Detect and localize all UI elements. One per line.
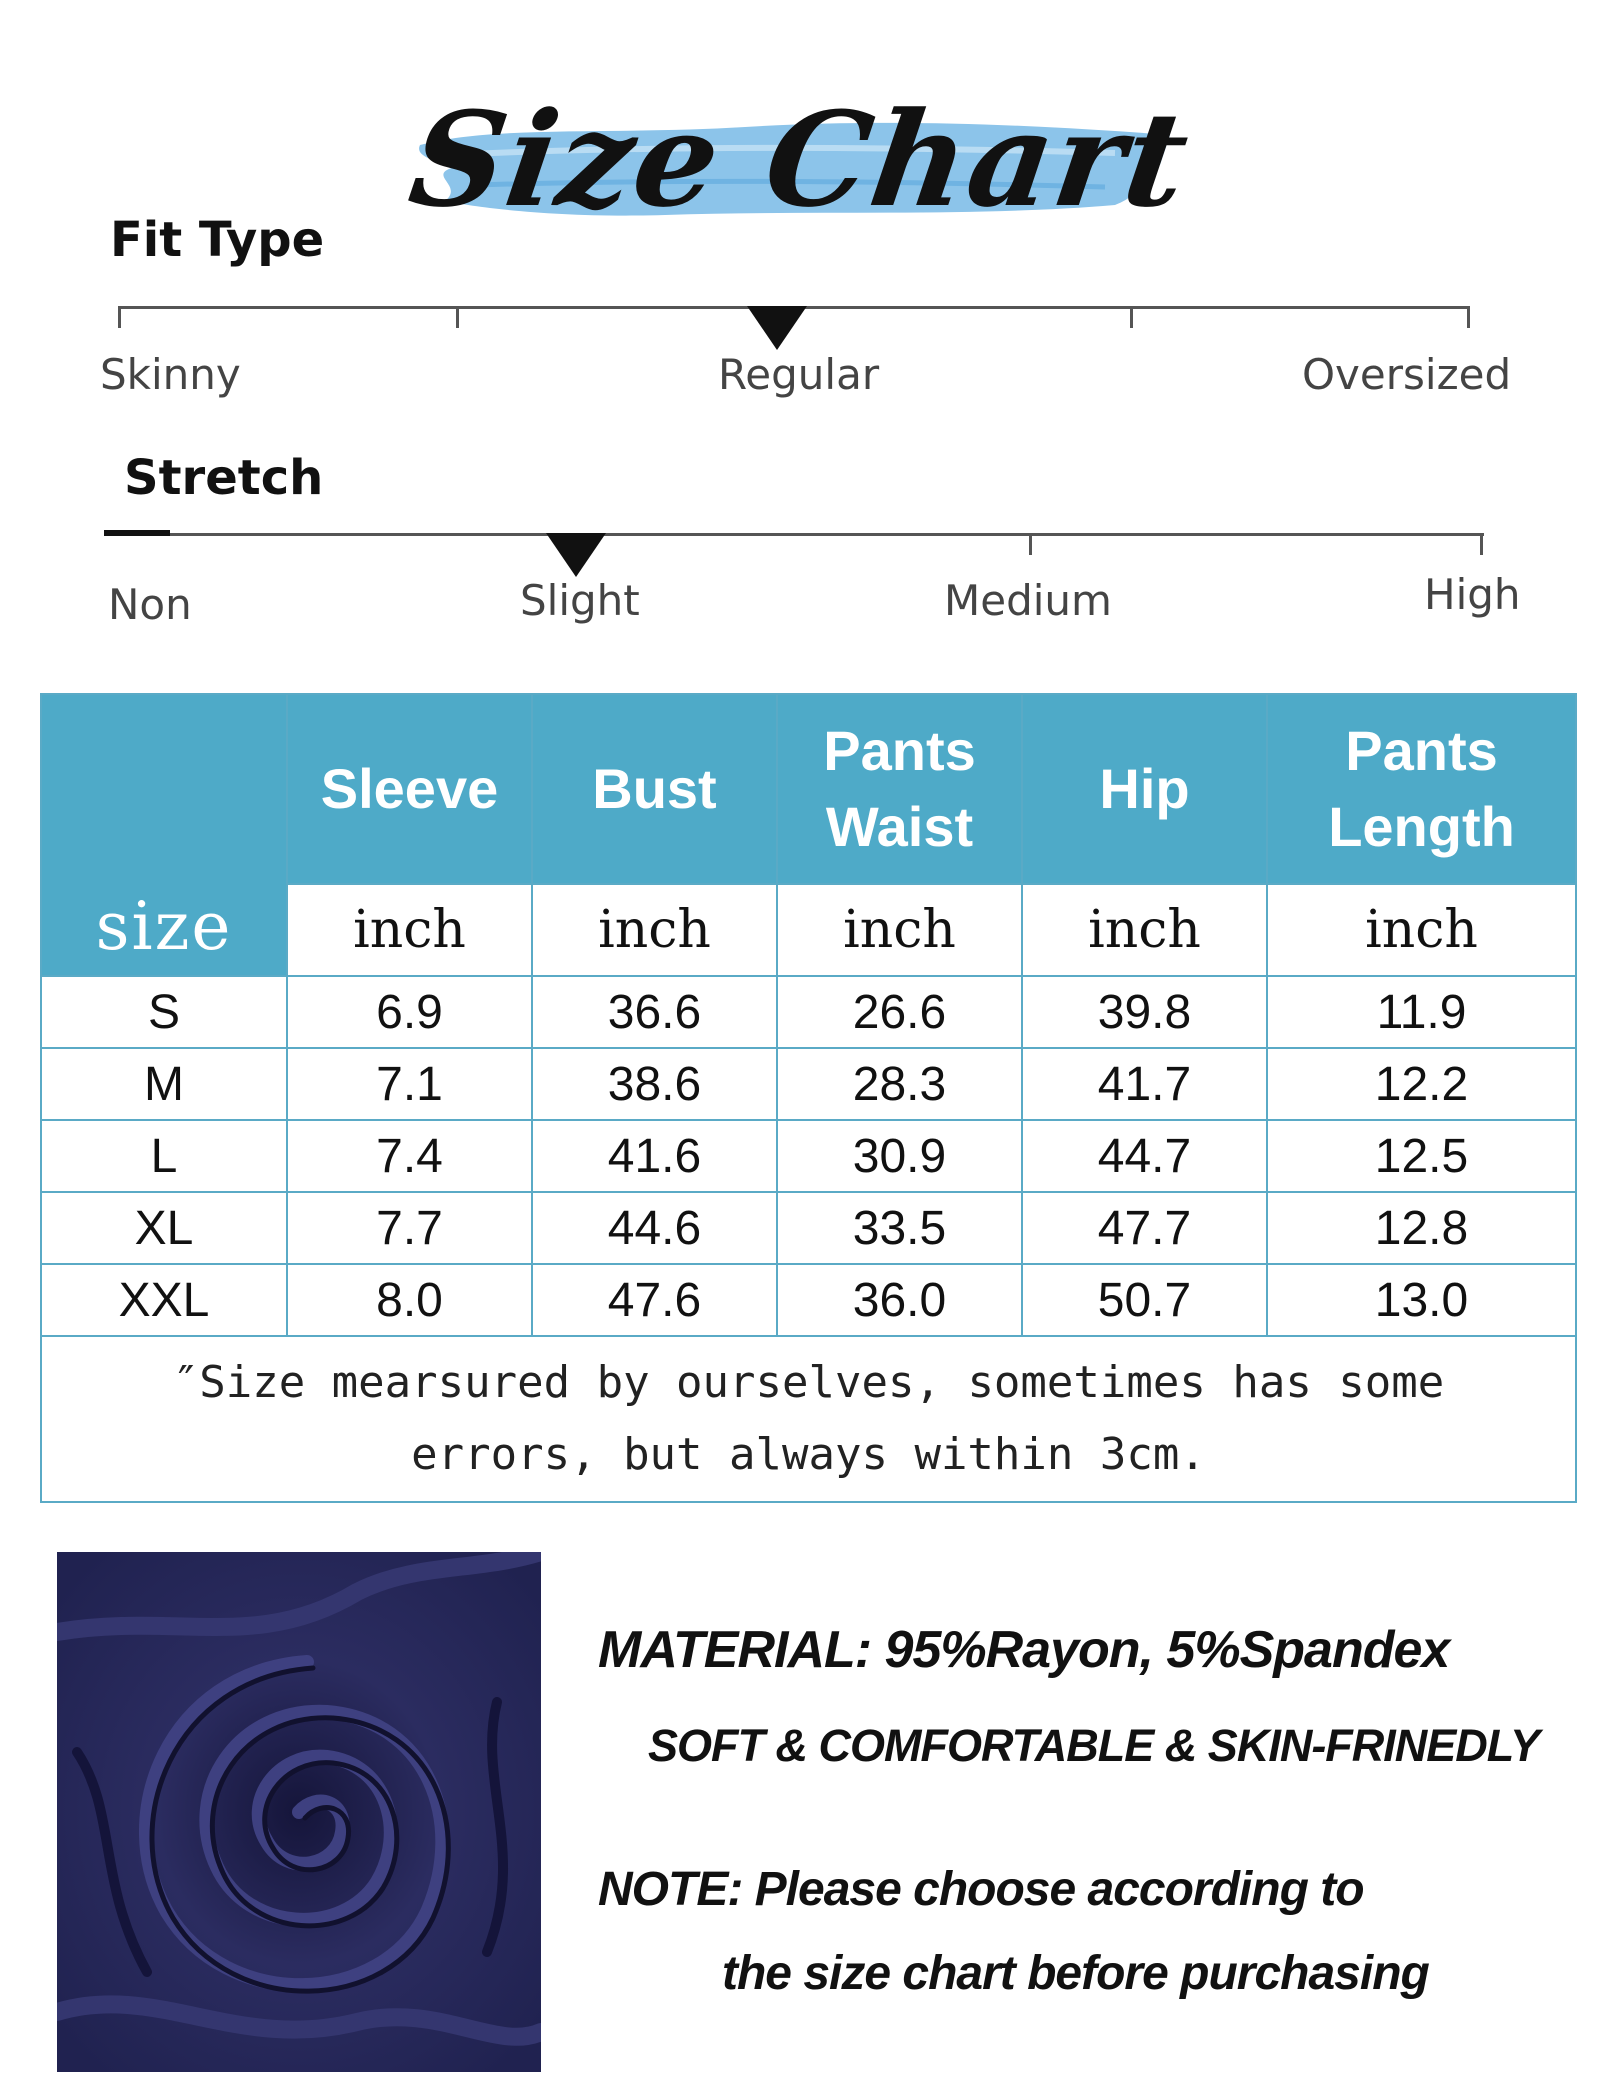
unit-cell: inch bbox=[1267, 884, 1576, 976]
size-table bbox=[40, 693, 1577, 1503]
measurement-note bbox=[41, 1336, 1576, 1502]
column-header-sleeve bbox=[287, 694, 532, 884]
column-header-line: Waist bbox=[825, 795, 974, 858]
size-chart-title-block bbox=[401, 60, 1199, 260]
size-cell: S bbox=[41, 976, 287, 1048]
value-cell: 12.8 bbox=[1267, 1192, 1576, 1264]
value-cell: 47.6 bbox=[532, 1264, 777, 1336]
value-cell: 7.1 bbox=[287, 1048, 532, 1120]
table-row bbox=[41, 1192, 1576, 1264]
column-header-line: Length bbox=[1328, 795, 1515, 858]
value-cell: 38.6 bbox=[532, 1048, 777, 1120]
value-cell: 36.6 bbox=[532, 976, 777, 1048]
value-cell: 8.0 bbox=[287, 1264, 532, 1336]
table-note-row bbox=[41, 1336, 1576, 1502]
value-cell: 47.7 bbox=[1022, 1192, 1267, 1264]
fit-type-option-oversized: Oversized bbox=[1302, 350, 1512, 399]
stretch-tick bbox=[1480, 533, 1483, 555]
fabric-swatch-image bbox=[57, 1552, 541, 2072]
material-text: MATERIAL: 95%Rayon, 5%Spandex bbox=[598, 1621, 1450, 1679]
stretch-option-medium: Medium bbox=[944, 576, 1112, 625]
value-cell: 11.9 bbox=[1267, 976, 1576, 1048]
value-cell: 26.6 bbox=[777, 976, 1022, 1048]
comfort-text: SOFT & COMFORTABLE & SKIN-FRINEDLY bbox=[648, 1720, 1539, 1771]
stretch-option-non: Non bbox=[108, 580, 192, 629]
value-cell: 50.7 bbox=[1022, 1264, 1267, 1336]
fit-type-tick bbox=[1130, 306, 1133, 328]
value-cell: 12.2 bbox=[1267, 1048, 1576, 1120]
stretch-tick bbox=[1029, 533, 1032, 555]
column-header-line: Pants bbox=[1345, 719, 1498, 782]
size-cell: L bbox=[41, 1120, 287, 1192]
value-cell: 33.5 bbox=[777, 1192, 1022, 1264]
purchase-note-line-2: the size chart before purchasing bbox=[722, 1947, 1429, 2000]
unit-cell: inch bbox=[1022, 884, 1267, 976]
table-row bbox=[41, 976, 1576, 1048]
fit-type-option-regular: Regular bbox=[718, 350, 880, 399]
column-header-bust bbox=[532, 694, 777, 884]
stretch-scale-line bbox=[104, 533, 1484, 536]
value-cell: 7.4 bbox=[287, 1120, 532, 1192]
unit-cell: inch bbox=[532, 884, 777, 976]
value-cell: 13.0 bbox=[1267, 1264, 1576, 1336]
table-row bbox=[41, 1264, 1576, 1336]
unit-cell: inch bbox=[777, 884, 1022, 976]
value-cell: 44.7 bbox=[1022, 1120, 1267, 1192]
table-row bbox=[41, 1048, 1576, 1120]
column-header-line: Pants bbox=[823, 719, 976, 782]
value-cell: 39.8 bbox=[1022, 976, 1267, 1048]
fit-type-option-skinny: Skinny bbox=[100, 350, 241, 399]
stretch-start-cap bbox=[104, 530, 170, 536]
table-header-row bbox=[41, 694, 1576, 884]
stretch-option-slight: Slight bbox=[520, 576, 640, 625]
stretch-option-high: High bbox=[1424, 570, 1521, 619]
purchase-note-line-1: NOTE: Please choose according to bbox=[598, 1863, 1364, 1916]
fit-type-tick bbox=[118, 306, 121, 328]
value-cell: 12.5 bbox=[1267, 1120, 1576, 1192]
column-header-line: Sleeve bbox=[320, 757, 499, 820]
size-column-header: size bbox=[41, 694, 287, 976]
value-cell: 6.9 bbox=[287, 976, 532, 1048]
column-header-pants-length bbox=[1267, 694, 1576, 884]
column-header-line: Bust bbox=[592, 757, 717, 820]
size-chart-heading: Size Chart bbox=[401, 83, 1199, 236]
fit-type-tick bbox=[1467, 306, 1470, 328]
unit-cell: inch bbox=[287, 884, 532, 976]
fabric-swirl-graphic bbox=[57, 1552, 541, 2072]
value-cell: 41.6 bbox=[532, 1120, 777, 1192]
value-cell: 36.0 bbox=[777, 1264, 1022, 1336]
fit-type-label: Fit Type bbox=[110, 212, 325, 268]
value-cell: 7.7 bbox=[287, 1192, 532, 1264]
value-cell: 30.9 bbox=[777, 1120, 1022, 1192]
value-cell: 44.6 bbox=[532, 1192, 777, 1264]
measurement-note-line: ″Size mearsured by ourselves, sometimes has some bbox=[172, 1357, 1445, 1408]
size-cell: XXL bbox=[41, 1264, 287, 1336]
value-cell: 28.3 bbox=[777, 1048, 1022, 1120]
fit-type-tick bbox=[456, 306, 459, 328]
column-header-line: Hip bbox=[1099, 757, 1190, 820]
column-header-pants-waist bbox=[777, 694, 1022, 884]
size-cell: M bbox=[41, 1048, 287, 1120]
fit-type-selected-marker bbox=[747, 306, 807, 350]
stretch-selected-marker bbox=[546, 533, 606, 577]
table-row bbox=[41, 1120, 1576, 1192]
column-header-hip bbox=[1022, 694, 1267, 884]
stretch-label: Stretch bbox=[124, 450, 324, 506]
value-cell: 41.7 bbox=[1022, 1048, 1267, 1120]
measurement-note-line: errors, but always within 3cm. bbox=[411, 1429, 1206, 1480]
size-cell: XL bbox=[41, 1192, 287, 1264]
